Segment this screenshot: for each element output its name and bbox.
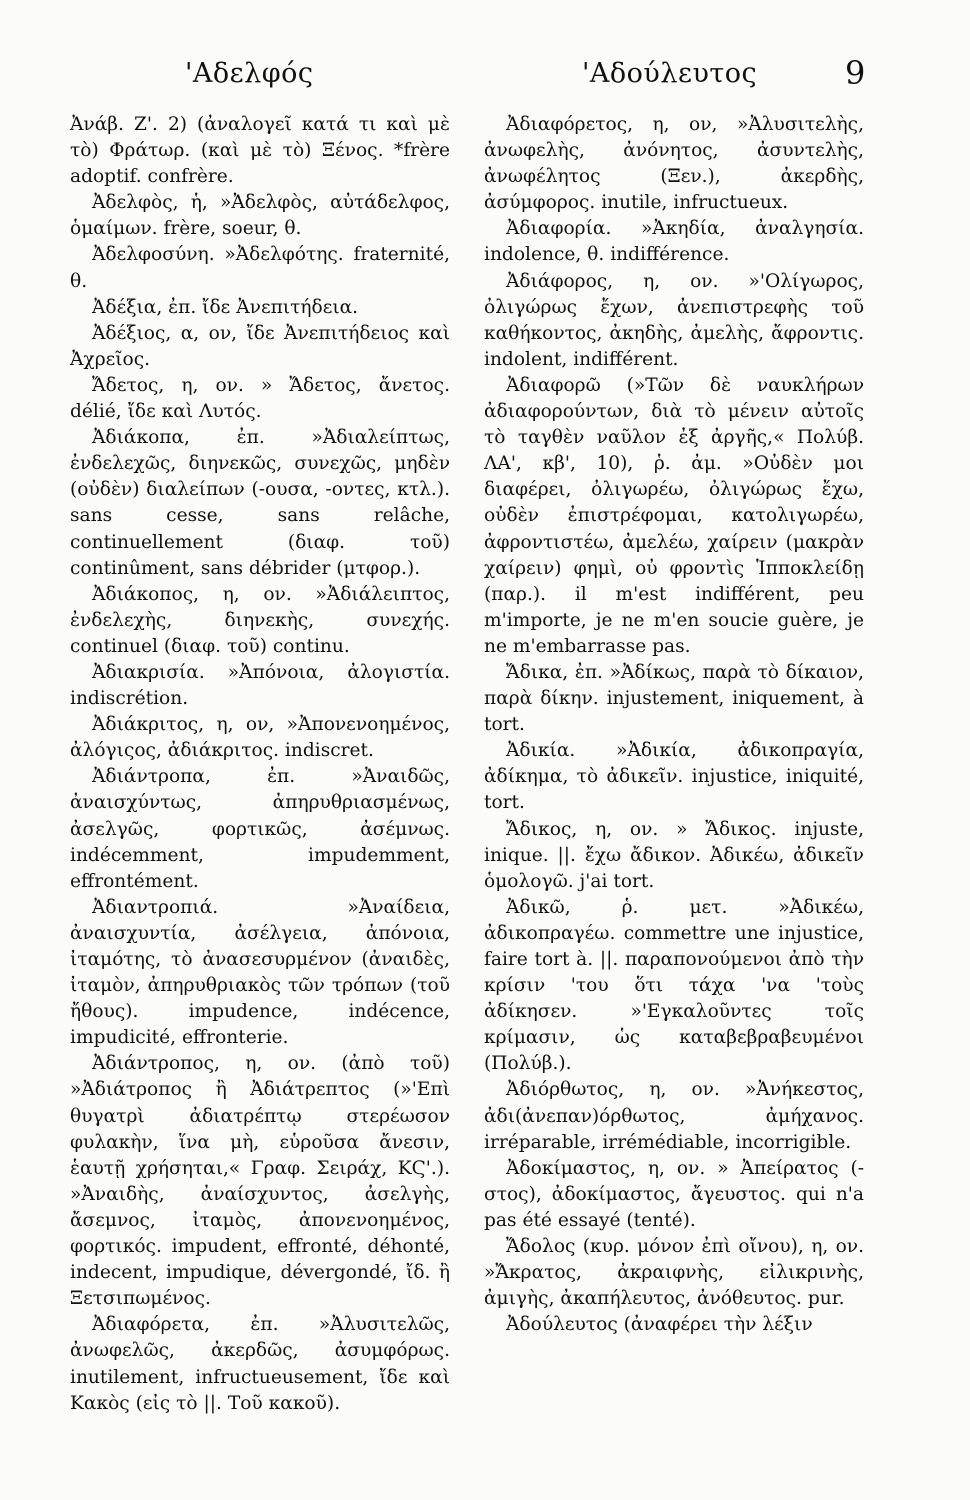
dictionary-entry: Ἀδοκίμαστος, η, ον. » Ἀπείρατος (-στος), ἀδοκίμαστος, ἄγευστος. qui n'a pas été essayé (tenté).: [484, 1157, 864, 1231]
dictionary-entry: Ἀδελφὸς, ἡ, »Ἀδελφὸς, αὐτάδελφος, ὁμαίμων. frère, soeur, θ.: [70, 192, 450, 240]
header-right-guide-word: 'Αδούλευτος: [582, 58, 758, 89]
dictionary-entry: Ἀδέξια, ἐπ. ἴδε Ἀνεπιτήδεια.: [92, 296, 359, 318]
dictionary-entry: Ἄδικος, η, ον. » Ἄδικος. injuste, inique. ||. ἔχω ἄδικον. Ἀδικέω, ἀδικεῖν ὁμολογῶ. j'ai tort.: [484, 818, 864, 892]
dictionary-entry: Ἀδιάκριτος, η, ον, »Ἀπονενοημένος, ἀλόγιςος, ἀδιάκριτος. indiscret.: [70, 714, 450, 762]
dictionary-entry: Ἀδιαφορία. »Ἀκηδία, ἀναλγησία. indolence, θ. indifférence.: [484, 218, 864, 266]
dictionary-entry: Ἀδιάντροπος, η, ον. (ἀπὸ τοῦ) »Ἀδιάτροπος ἢ Ἀδιάτρεπτος (»'Επὶ θυγατρὶ ἀδιατρέπτῳ στερέωσον φυλακὴν, ἵνα μὴ, εὑροῦσα ἄνεσιν, ἑαυτῇ χρήσηται,« Γραφ. Σειράχ, ΚϚ'.). »Ἀναιδὴς, ἀναίσχυντος, ἀσελγὴς, ἄσεμνος, ἰταμὸς, ἀπονενοημένος, φορτικός. impudent, effronté, déhonté, indecent, impudique, dévergondé, ἴδ. ἢ Ξετσιπωμένος.: [70, 1053, 450, 1310]
dictionary-entry: Ἀδικῶ, ῥ. μετ. »Ἀδικέω, ἀδικοπραγέω. commettre une injustice, faire tort à. ||. παραπονούμενοι ἀπὸ τὴν κρίσιν 'του ὅτι τάχα 'να 'τοὺς ἀδίκησεν. »'Εγκαλοῦντες τοῖς κρίμασιν, ὡς καταβεβραβευμένοι (Πολύβ.).: [484, 896, 864, 1075]
page-number: 9: [845, 54, 866, 92]
dictionary-entry: Ἄδετος, η, ον. » Ἄδετος, ἄνετος. délié, ἴδε καὶ Λυτός.: [70, 374, 450, 423]
dictionary-entry: Ἀδούλευτος (ἀναφέρει τὴν λέξιν: [506, 1314, 813, 1336]
header-left-guide-word: 'Αδελφός: [185, 58, 314, 89]
dictionary-entry: Ἀδιάφορος, η, ον. »'Ολίγωρος, ὀλιγώρως ἔχων, ἀνεπιστρεφὴς τοῦ καθήκοντος, ἀκηδὴς, ἀμελὴς, ἄφροντις. indolent, indifférent.: [484, 270, 864, 370]
dictionary-entry: Ἀδιόρθωτος, η, ον. »Ἀνήκεστος, ἀδι(ἀνεπαν)όρθωτος, ἀμήχανος. irréparable, irrémédiable, incorrigible.: [484, 1079, 864, 1153]
left-column: [70, 112, 450, 1417]
dictionary-entry: Ἀδιάντροπα, ἐπ. »Ἀναιδῶς, ἀναισχύντως, ἀπηρυθριασμένως, ἀσελγῶς, φορτικῶς, ἀσέμνως. indécemment, impudemment, effrontément.: [70, 766, 450, 892]
dictionary-entry: Ἄδολος (κυρ. μόνον ἐπὶ οἴνου), η, ον. »Ἄκρατος, ἀκραιφνὴς, εἰλικρινὴς, ἀμιγὴς, ἀκαπήλευτος, ἀνόθευτος. pur.: [484, 1236, 864, 1310]
dictionary-entry: Ἀδιακρισία. »Ἀπόνοια, ἀλογιστία. indiscrétion.: [70, 661, 450, 710]
dictionary-entry: Ἀδιαφορῶ (»Τῶν δὲ ναυκλήρων ἀδιαφορούντων, διὰ τὸ μένειν αὐτοῖς τὸ ταγθὲν ναῦλον ἐξ ἀργῆς,« Πολύβ. ΛΑ', κβ', 10), ῥ. ἀμ. »Οὐδὲν μοι διαφέρει, ὀλιγωρέω, ὀλιγώρως ἔχω, οὐδὲν ἐπιστρέφομαι, κατολιγωρέω, ἀφροντιστέω, ἀμελέω, χαίρειν (μακρὰν χαίρειν) φημὶ, οὐ φροντὶς Ἱπποκλείδῃ (παρ.). il m'est indifférent, peu m'importe, je ne m'en soucie guère, je ne m'embarrasse pas.: [484, 374, 864, 657]
dictionary-entry: Ἀνάβ. Ζ'. 2) (ἀναλογεῖ κατά τι καὶ μὲ τὸ) Φράτωρ. (καὶ μὲ τὸ) Ξένος. *frère adoptif. confrère.: [70, 114, 450, 188]
dictionary-entry: Ἀδικία. »Ἀδικία, ἀδικοπραγία, ἀδίκημα, τὸ ἀδικεῖν. injustice, iniquité, tort.: [484, 740, 864, 814]
dictionary-entry: Ἀδιάκοπα, ἐπ. »Ἀδιαλείπτως, ἐνδελεχῶς, διηνεκῶς, συνεχῶς, μηδὲν (οὐδὲν) διαλείπων (-ουσα, -οντες, κτλ.). sans cesse, sans relâche, continuellement (διαφ. τοῦ) continûment, sans débrider (μτφορ.).: [70, 427, 450, 579]
dictionary-entry: Ἄδικα, ἐπ. »Ἀδίκως, παρὰ τὸ δίκαιον, παρὰ δίκην. injustement, iniquement, à tort.: [484, 661, 864, 736]
dictionary-entry: Ἀδιαφόρετα, ἐπ. »Ἀλυσιτελῶς, ἀνωφελῶς, ἀκερδῶς, ἀσυμφόρως. inutilement, infructueusement, ἴδε καὶ Κακὸς (εἰς τὸ ||. Τοῦ κακοῦ).: [70, 1314, 450, 1414]
dictionary-entry: Ἀδελφοσύνη. »Ἀδελφότης. fraternité, θ.: [70, 244, 450, 292]
dictionary-entry: Ἀδέξιος, α, ον, ἴδε Ἀνεπιτήδειος καὶ Ἀχρεῖος.: [70, 322, 450, 370]
dictionary-entry: Ἀδιαφόρετος, η, ον, »Ἀλυσιτελὴς, ἀνωφελὴς, ἀνόνητος, ἀσυντελὴς, ἀνωφέλητος (Ξεν.), ἀκερδὴς, ἀσύμφορος. inutile, infructueux.: [484, 114, 864, 214]
dictionary-entry: Ἀδιαντροπιά. »Ἀναίδεια, ἀναισχυντία, ἀσέλγεια, ἀπόνοια, ἰταμότης, τὸ ἀνασεσυρμένον (ἀναιδὲς, ἰταμὸν, ἀπηρυθριακὸς τῶν τρόπων (τοῦ ἤθους). impudence, indécence, impudicité, effronterie.: [70, 896, 450, 1049]
page-header: [0, 50, 970, 110]
dictionary-entry: Ἀδιάκοπος, η, ον. »Ἀδιάλειπτος, ἐνδελεχὴς, διηνεκὴς, συνεχής. continuel (διαφ. τοῦ) continu.: [70, 583, 450, 657]
right-column: [484, 112, 864, 1338]
